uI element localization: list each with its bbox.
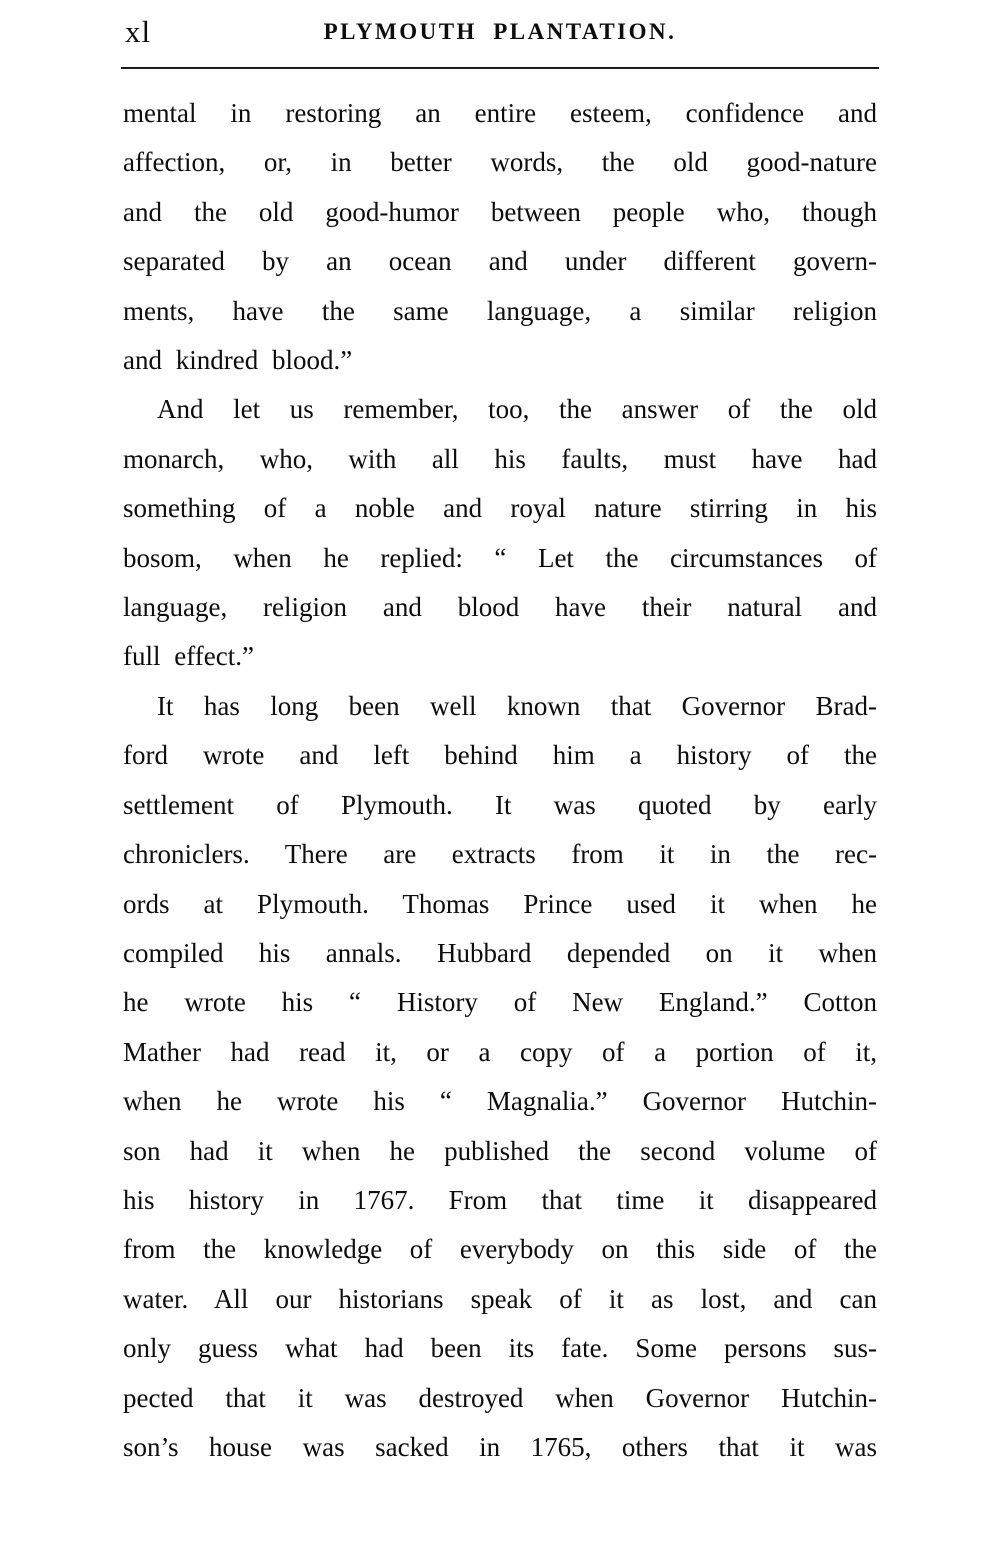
paragraph bbox=[123, 385, 877, 681]
text-line: pected that it was destroyed when Governor Hutchin- bbox=[123, 1382, 877, 1413]
text-line: compiled his annals. Hubbard depended on it when bbox=[123, 937, 877, 968]
text-line: full effect.” bbox=[123, 641, 254, 672]
text-line: when he wrote his “ Magnalia.” Governor Hutchin- bbox=[123, 1086, 877, 1117]
running-title: PLYMOUTH PLANTATION. bbox=[323, 19, 677, 44]
text-line: only guess what had been its fate. Some persons sus- bbox=[123, 1333, 877, 1364]
text-line: separated by an ocean and under different govern- bbox=[123, 246, 877, 277]
text-line: affection, or, in better words, the old good-nature bbox=[123, 147, 877, 178]
page-body bbox=[123, 89, 877, 1472]
text-line: bosom, when he replied: “ Let the circumstances of bbox=[123, 542, 877, 573]
text-line: ords at Plymouth. Thomas Prince used it when he bbox=[123, 888, 877, 919]
paragraph bbox=[123, 89, 877, 385]
text-line: monarch, who, with all his faults, must have had bbox=[123, 443, 877, 474]
text-line: chroniclers. There are extracts from it in the rec- bbox=[123, 839, 877, 870]
page-number: xl bbox=[125, 14, 152, 49]
text-line: It has long been well known that Governor Brad- bbox=[157, 690, 877, 721]
text-line: language, religion and blood have their natural and bbox=[123, 592, 877, 623]
text-line: from the knowledge of everybody on this side of the bbox=[123, 1234, 877, 1265]
text-line: settlement of Plymouth. It was quoted by early bbox=[123, 789, 877, 820]
text-line: ford wrote and left behind him a history of the bbox=[123, 740, 877, 771]
paragraph bbox=[123, 682, 877, 1473]
text-line: and the old good-humor between people who, though bbox=[123, 196, 877, 227]
page-header bbox=[123, 0, 877, 68]
text-line: something of a noble and royal nature stirring in his bbox=[123, 493, 877, 524]
header-rule bbox=[121, 67, 879, 70]
text-line: Mather had read it, or a copy of a portion of it, bbox=[123, 1036, 877, 1067]
text-line: his history in 1767. From that time it disappeared bbox=[123, 1184, 877, 1215]
text-line: ments, have the same language, a similar religion bbox=[123, 295, 877, 326]
text-line: water. All our historians speak of it as lost, and can bbox=[123, 1283, 877, 1314]
text-line: he wrote his “ History of New England.” Cotton bbox=[123, 987, 877, 1018]
text-line: son’s house was sacked in 1765, others that it was bbox=[123, 1431, 877, 1462]
text-line: And let us remember, too, the answer of the old bbox=[157, 394, 877, 425]
text-line: and kindred blood.” bbox=[123, 345, 353, 376]
text-line: mental in restoring an entire esteem, confidence and bbox=[123, 98, 877, 128]
text-line: son had it when he published the second volume of bbox=[123, 1135, 877, 1166]
